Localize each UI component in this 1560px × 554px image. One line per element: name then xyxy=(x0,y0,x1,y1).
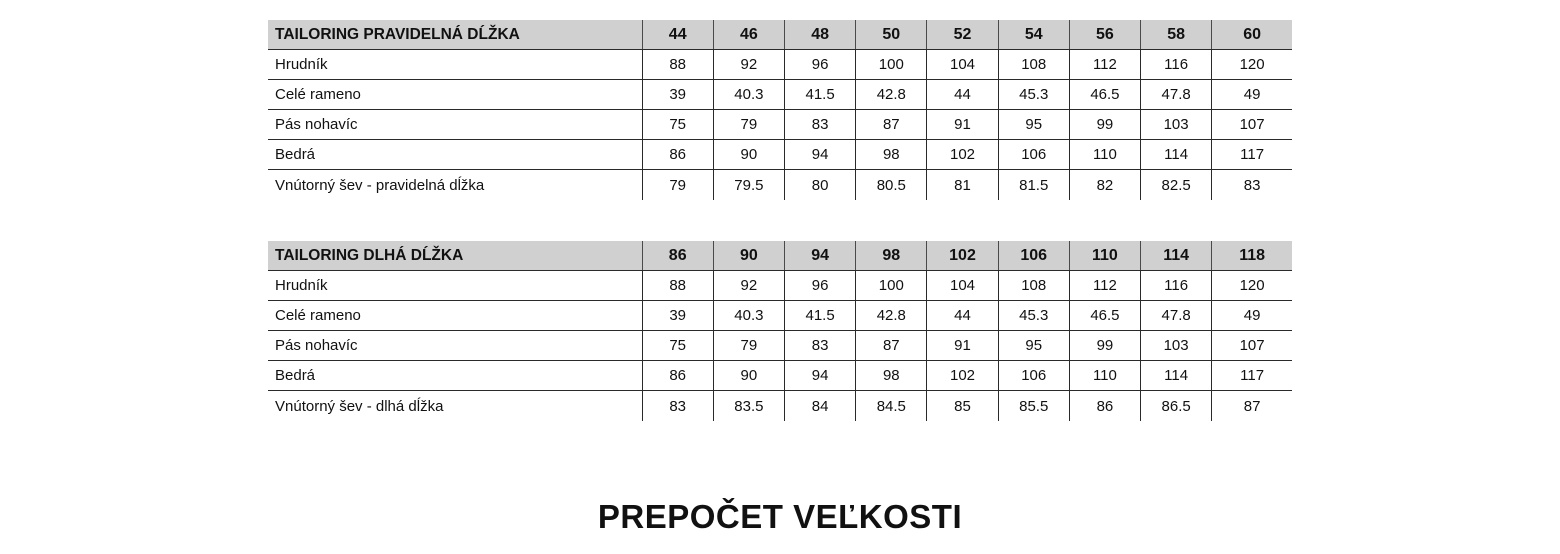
measurement-value: 82.5 xyxy=(1141,170,1212,201)
size-header-cell: 114 xyxy=(1141,241,1212,271)
measurement-label: Bedrá xyxy=(268,361,642,391)
measurement-value: 104 xyxy=(927,271,998,301)
measurement-label: Bedrá xyxy=(268,140,642,170)
measurement-value: 79 xyxy=(713,331,784,361)
table-title: TAILORING PRAVIDELNÁ DĹŽKA xyxy=(268,20,642,50)
measurement-value: 83 xyxy=(1212,170,1292,201)
measurement-value: 92 xyxy=(713,271,784,301)
measurement-value: 82 xyxy=(1069,170,1140,201)
measurement-value: 106 xyxy=(998,140,1069,170)
size-header-cell: 54 xyxy=(998,20,1069,50)
measurement-label: Vnútorný šev - dlhá dĺžka xyxy=(275,397,444,415)
table-row xyxy=(268,271,1292,301)
measurement-value: 91 xyxy=(927,331,998,361)
measurement-value: 47.8 xyxy=(1141,80,1212,110)
measurement-value: 87 xyxy=(1212,391,1292,422)
table-row xyxy=(268,50,1292,80)
measurement-value: 95 xyxy=(998,331,1069,361)
measurement-value: 98 xyxy=(856,140,927,170)
size-header-cell: 44 xyxy=(642,20,713,50)
measurement-value: 46.5 xyxy=(1069,80,1140,110)
size-header-cell: 86 xyxy=(642,241,713,271)
size-header-cell: 106 xyxy=(998,241,1069,271)
measurement-value: 94 xyxy=(785,361,856,391)
measurement-value: 84.5 xyxy=(856,391,927,422)
measurement-value: 40.3 xyxy=(713,301,784,331)
table-row xyxy=(268,170,1292,201)
measurement-value: 116 xyxy=(1141,50,1212,80)
size-table-long-length xyxy=(268,241,1292,421)
measurement-label: Hrudník xyxy=(268,271,642,301)
measurement-value: 112 xyxy=(1069,271,1140,301)
measurement-value: 87 xyxy=(856,110,927,140)
measurement-value: 84 xyxy=(785,391,856,422)
size-header-cell: 50 xyxy=(856,20,927,50)
measurement-value: 81.5 xyxy=(998,170,1069,201)
measurement-value: 88 xyxy=(642,271,713,301)
measurement-value: 117 xyxy=(1212,140,1292,170)
measurement-value: 108 xyxy=(998,50,1069,80)
measurement-value: 86 xyxy=(1069,391,1140,422)
measurement-label: Celé rameno xyxy=(268,301,642,331)
measurement-value: 94 xyxy=(785,140,856,170)
measurement-value: 102 xyxy=(927,361,998,391)
measurement-value: 99 xyxy=(1069,331,1140,361)
measurement-value: 96 xyxy=(785,271,856,301)
measurement-value: 42.8 xyxy=(856,301,927,331)
measurement-value: 41.5 xyxy=(785,80,856,110)
measurement-value: 120 xyxy=(1212,50,1292,80)
measurement-value: 114 xyxy=(1141,140,1212,170)
measurement-value: 100 xyxy=(856,50,927,80)
measurement-value: 102 xyxy=(927,140,998,170)
size-conversion-heading: PREPOČET VEĽKOSTI xyxy=(597,498,963,535)
measurement-value: 116 xyxy=(1141,271,1212,301)
measurement-value: 110 xyxy=(1069,361,1140,391)
measurement-value: 95 xyxy=(998,110,1069,140)
measurement-value: 99 xyxy=(1069,110,1140,140)
size-header-cell: 56 xyxy=(1069,20,1140,50)
size-header-cell: 52 xyxy=(927,20,998,50)
size-table-regular-length xyxy=(268,20,1292,200)
measurement-value: 83 xyxy=(642,391,713,422)
measurement-value: 85.5 xyxy=(998,391,1069,422)
table-row xyxy=(268,80,1292,110)
measurement-value: 39 xyxy=(642,80,713,110)
measurement-value: 80 xyxy=(785,170,856,201)
measurement-value: 86 xyxy=(642,361,713,391)
table-row xyxy=(268,301,1292,331)
measurement-value: 45.3 xyxy=(998,301,1069,331)
table-row xyxy=(268,331,1292,361)
measurement-value: 104 xyxy=(927,50,998,80)
measurement-value: 79 xyxy=(642,170,713,201)
measurement-value: 45.3 xyxy=(998,80,1069,110)
measurement-value: 46.5 xyxy=(1069,301,1140,331)
size-header-cell: 98 xyxy=(856,241,927,271)
measurement-label: Pás nohavíc xyxy=(268,331,642,361)
measurement-value: 41.5 xyxy=(785,301,856,331)
measurement-value: 83 xyxy=(785,331,856,361)
measurement-value: 100 xyxy=(856,271,927,301)
measurement-value: 44 xyxy=(927,80,998,110)
measurement-value: 91 xyxy=(927,110,998,140)
measurement-value: 90 xyxy=(713,140,784,170)
measurement-value: 92 xyxy=(713,50,784,80)
measurement-value: 39 xyxy=(642,301,713,331)
size-header-cell: 90 xyxy=(713,241,784,271)
table-row xyxy=(268,140,1292,170)
measurement-value: 110 xyxy=(1069,140,1140,170)
table-row xyxy=(268,391,1292,422)
measurement-value: 47.8 xyxy=(1141,301,1212,331)
measurement-value: 107 xyxy=(1212,331,1292,361)
measurement-value: 86.5 xyxy=(1141,391,1212,422)
measurement-value: 81 xyxy=(927,170,998,201)
size-header-cell: 58 xyxy=(1141,20,1212,50)
measurement-value: 49 xyxy=(1212,301,1292,331)
measurement-value: 107 xyxy=(1212,110,1292,140)
measurement-value: 103 xyxy=(1141,110,1212,140)
measurement-value: 44 xyxy=(927,301,998,331)
measurement-value: 79 xyxy=(713,110,784,140)
table-row xyxy=(268,361,1292,391)
measurement-value: 83 xyxy=(785,110,856,140)
size-header-cell: 46 xyxy=(713,20,784,50)
measurement-value: 103 xyxy=(1141,331,1212,361)
measurement-value: 112 xyxy=(1069,50,1140,80)
measurement-value: 80.5 xyxy=(856,170,927,201)
measurement-label: Hrudník xyxy=(268,50,642,80)
size-header-cell: 60 xyxy=(1212,20,1292,50)
size-header-cell: 118 xyxy=(1212,241,1292,271)
measurement-value: 108 xyxy=(998,271,1069,301)
measurement-value: 49 xyxy=(1212,80,1292,110)
measurement-value: 96 xyxy=(785,50,856,80)
measurement-value: 98 xyxy=(856,361,927,391)
size-header-cell: 102 xyxy=(927,241,998,271)
measurement-value: 120 xyxy=(1212,271,1292,301)
measurement-value: 40.3 xyxy=(713,80,784,110)
table-title: TAILORING DLHÁ DĹŽKA xyxy=(268,241,642,271)
measurement-value: 83.5 xyxy=(713,391,784,422)
measurement-value: 88 xyxy=(642,50,713,80)
measurement-value: 85 xyxy=(927,391,998,422)
measurement-value: 87 xyxy=(856,331,927,361)
measurement-value: 42.8 xyxy=(856,80,927,110)
size-header-cell: 110 xyxy=(1069,241,1140,271)
measurement-value: 114 xyxy=(1141,361,1212,391)
measurement-label: Pás nohavíc xyxy=(268,110,642,140)
table-header-row xyxy=(268,20,1292,50)
measurement-value: 75 xyxy=(642,110,713,140)
size-header-cell: 94 xyxy=(785,241,856,271)
measurement-label: Celé rameno xyxy=(268,80,642,110)
size-header-cell: 48 xyxy=(785,20,856,50)
measurement-label: Vnútorný šev - pravidelná dĺžka xyxy=(275,176,485,194)
measurement-value: 106 xyxy=(998,361,1069,391)
measurement-value: 90 xyxy=(713,361,784,391)
table-header-row xyxy=(268,241,1292,271)
table-row xyxy=(268,110,1292,140)
measurement-value: 79.5 xyxy=(713,170,784,201)
measurement-value: 117 xyxy=(1212,361,1292,391)
measurement-value: 86 xyxy=(642,140,713,170)
measurement-value: 75 xyxy=(642,331,713,361)
